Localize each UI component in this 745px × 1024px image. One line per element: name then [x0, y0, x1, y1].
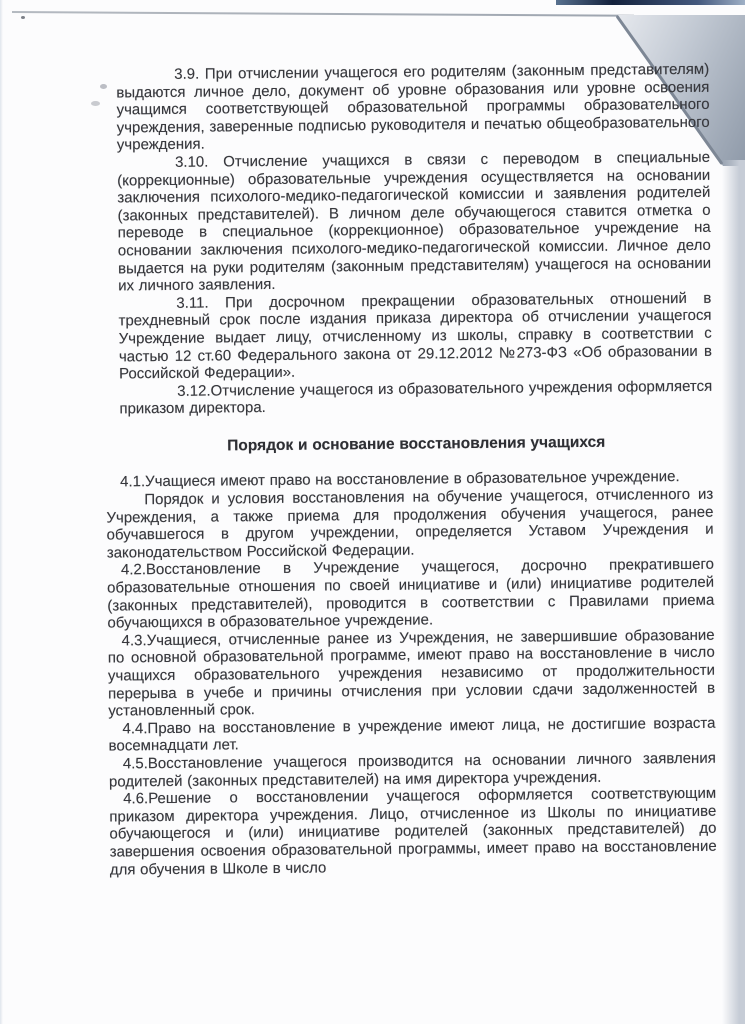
paragraph-3-9: 3.9. При отчислении учащегося его родителям (законным представителям) выдаются личное дело, документ об уровне образования или уровне освоения учащимся соответствующей образовательной программы образовательного учреждения, заверенные подписью руководителя и печатью общеобразовательного учреждения.	[116, 60, 710, 154]
paragraph-3-12: 3.12.Отчисление учащегося из образовательного учреждения оформляется приказом директора.	[119, 377, 713, 418]
scan-smudge	[21, 16, 25, 19]
paragraph-4-intro: Порядок и условия восстановления на обучение учащегося, отчисленного из Учреждения, а также приема для продолжения обучения учащегося, ранее обучавшегося в другом учреждении, определяется Уставом Учреждения и законодательством Российской Федерации.	[106, 485, 714, 562]
paper-top-edge	[12, 11, 634, 17]
paragraph-4-5: 4.5.Восстановление учащегося производится на основании личного заявления родителей (законных представителей) на имя директора учреждения.	[108, 749, 716, 791]
section-heading: Порядок и основание восстановления учащихся	[227, 433, 606, 455]
scan-top-shadow	[556, 0, 745, 5]
paragraph-4-1: 4.1.Учащиеся имеют право на восстановление в образовательное учреждение.	[120, 468, 680, 491]
document-content	[0, 60, 745, 879]
section-4-reinstatement	[0, 468, 745, 880]
paragraph-3-10: 3.10. Отчисление учащихся в связи с переводом в специальные (коррекционные) образовательные учреждения осуществляется на основании заключения психолого-медико-педагогической комиссии и заявления родителей (законных представителей). В личном деле обучающегося ставится отметка о переводе в специальное (коррекционное) образовательное учреждение на основании заключения психолого-медико-педагогической комиссии. Личное дело выдается на руки родителям (законным представителям) учащегося на основании их личного заявления.	[117, 148, 712, 295]
paragraph-4-4: 4.4.Право на восстановление в учреждение имеют лица, не достигшие возраста восемнадцати лет.	[108, 714, 716, 755]
paragraph-4-2: 4.2.Восстановление в Учреждение учащегося, досрочно прекратившего образовательные отношения по своей инициативе и (или) инициативе родителей (законных представителей), проводится в соответствии с Правилами приема обучающихся в образовательное учреждение.	[107, 556, 715, 632]
section-3-expulsion	[0, 60, 744, 419]
paragraph-3-11: 3.11. При досрочном прекращении образовательных отношений в трехдневный срок после издания приказа директора об отчислении учащегося Учреждение выдает лицу, отчисленному из школы, справку в соответствии с частью 12 ст.60 Федерального закона от 29.12.2012 №273-ФЗ «Об образовании в Российской Федерации».	[118, 289, 712, 383]
paragraph-4-3: 4.3.Учащиеся, отчисленные ранее из Учреждения, не завершившие образование по основной образовательной программе, имеют право на восстановление в число учащихся образовательного учреждения независимо от продолжительности перерыва в учебе и причины отчисления при условии сдачи задолженностей в установленный срок.	[107, 626, 716, 720]
paragraph-4-6: 4.6.Решение о восстановлении учащегося оформляется соответствующим приказом директора учреждения. Лицо, отчисленное из Школы по инициативе обучающегося и (или) инициативе родителей (законных представителей) до завершения освоения образовательной программы, имеет право на восстановление для обучения в Школе в число	[109, 784, 717, 879]
